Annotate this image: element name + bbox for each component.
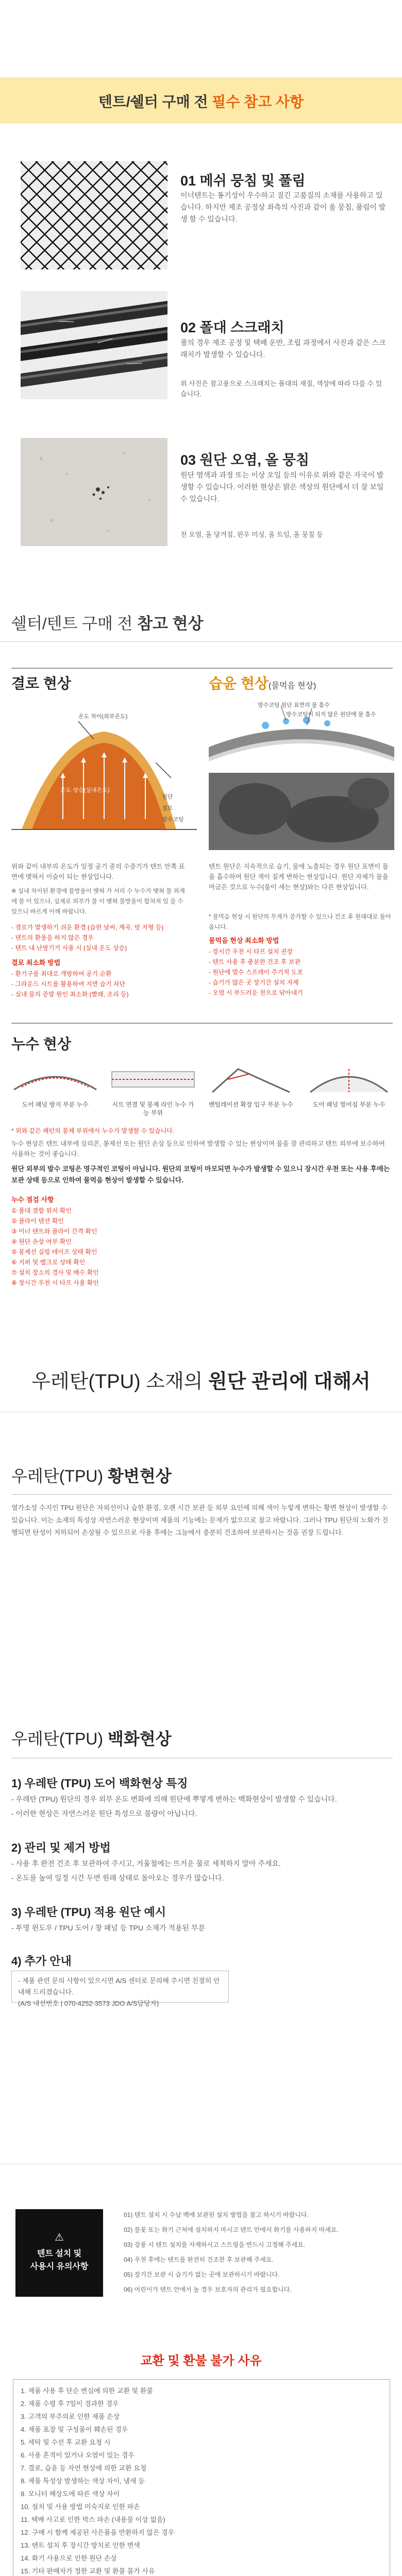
item-02-note: 위 사진은 참고용으로 스크래치는 폴대의 재질, 색상에 따라 다를 수 있습니다. — [180, 380, 382, 398]
condensation-causes — [11, 922, 187, 953]
wetting-photo — [209, 773, 394, 850]
caution-item: 06) 어린이가 텐트 안에서 놀 경우 보호자의 관리가 필요합니다. — [124, 2286, 292, 2293]
method-item: - 텐트 사용 후 충분한 건조 후 보관 — [209, 958, 301, 965]
exchange-list — [21, 2384, 381, 2576]
mesh-image — [21, 161, 167, 269]
condensation-title: 결로 현상 — [11, 675, 71, 691]
label-condensation: 결로 — [162, 805, 173, 811]
point-line: - 우레탄 (TPU) 원단의 경우 외부 온도 변화에 의해 원단에 뿌옇게 변하는 백화현상이 발생할 수 있습니다. — [11, 1795, 337, 1803]
method-item: - 환기구를 최대로 개방하여 공기 순환 — [11, 970, 112, 977]
check-item: ② 플라이 텐션 확인 — [11, 1217, 64, 1225]
method-item: - 실내 물의 증발 원인 최소화 (빨래, 조리 등) — [11, 991, 129, 998]
cause-item: - 결로가 발생하기 쉬운 환경 (습한 날씨, 계곡, 빗 지형 등) — [11, 924, 164, 931]
caution-item: 01) 텐트 설치 시 수납 백에 보관된 설치 방법을 참고 하시기 바랍니다. — [124, 2211, 309, 2218]
check-item: ⑥ 지퍼 및 벨크로 상태 확인 — [11, 1259, 86, 1266]
contact-text: - 제품 관련 문의 사항이 있으시면 A/S 센터로 문의해 주시면 친절히 안내해 드리겠습니다. (A/S 내선번호 | 070-4252-3573 JDO A/S담당자) — [18, 1977, 220, 2007]
exchange-item: 10. 설치 및 사용 방법 미숙지로 인한 파손 — [21, 2503, 140, 2511]
exchange-item: 5. 세탁 및 수선 후 교환 요청 시 — [21, 2438, 111, 2446]
whitening-point-2-title: 2) 관리 및 제거 방법 — [11, 1841, 111, 1854]
point-line: - 이러한 현상은 자연스러운 원단 특성으로 불량이 아닙니다. — [11, 1809, 197, 1818]
condensation-desc: 위와 같이 내부의 온도가 일정 공기 중의 수증기가 텐트 안쪽 표면에 맺혀서 이슬이 되는 현상입니다. — [11, 863, 185, 880]
wetting-diagram — [209, 701, 394, 768]
leak-desc: 누수 현상은 텐트 내부에 실리콘, 봉제선 또는 원단 손상 등으로 인하여 발생할 수 있는 현상이며 물을 잘 관리하고 텐트 외부에 보수하여 사용하는 것이 좋습니다. — [11, 1140, 385, 1158]
label-water-coating: 방수코팅 — [162, 817, 184, 823]
check-item: ⑦ 설치 장소의 경사 및 배수 확인 — [11, 1269, 99, 1276]
item-03-desc: 원단 염색과 과정 또는 이상 오일 등의 이유로 위와 같은 자국이 발생할 수 있습니다. 이러한 현상은 밝은 색상의 원단에서 더 잘 보일 수 있습니다. — [180, 471, 384, 503]
exchange-item: 3. 고객의 부주의로 인한 제품 손상 — [21, 2413, 120, 2420]
item-02-desc: 폴의 경우 제조 공정 및 택배 운반, 조립 과정에서 사진과 같은 스크래치가 발생할 수 있습니다. — [180, 338, 386, 359]
leak-diagrams — [11, 1061, 393, 1118]
exchange-item: 8. 제품 특성상 발생하는 색상 차이, 냄새 등 — [21, 2477, 145, 2485]
contact-box — [11, 1971, 229, 2007]
cause-item: - 텐트의 환풍을 하지 않은 경우 — [11, 934, 94, 941]
whitening-point-3-lines — [11, 1921, 393, 1935]
badge-line-2: 사용시 유의사항 — [30, 2262, 89, 2271]
divider — [11, 1494, 393, 1495]
leak-desc2: 원단 외부의 발수 코팅은 영구적인 코팅이 아닙니다. 원단의 코팅이 마모되면 누수가 발생할 수 있으니 장시간 우천 또는 사용 후에는 보관 상태 등으로 인하여 물먹음 현상이 발생할 수 있습니다. — [11, 1165, 390, 1184]
pole-scratch-image — [21, 291, 167, 399]
divider — [11, 668, 393, 669]
item-03-title: 03 원단 오염, 올 뭉침 — [180, 452, 310, 468]
label-outside-temp: 온도 차이(외부온도) — [78, 714, 128, 720]
tpu-heading: 우레탄(TPU) 소재의 원단 관리에 대해서 — [31, 1371, 371, 1393]
item-01-desc: 이너텐트는 통기성이 우수하고 질긴 고품질의 소재를 사용하고 있습니다. 하지만 제조 공정상 좌측의 사진과 같이 올 뭉침, 풀림이 발생 할 수 있습니다. — [180, 191, 386, 223]
condensation-method-title: 결로 최소화 방법 — [11, 959, 61, 967]
exchange-item: 15. 기타 판매자가 정한 교환 및 환불 불가 사유 — [21, 2567, 155, 2575]
leak-caption-1: 도어 패널 방지 부분 누수 — [22, 1101, 89, 1108]
wetting-method-title: 물먹음 현상 최소화 방법 — [209, 937, 279, 944]
caution-item: 05) 장기간 보관 시 습기가 없는 곳에 보관하시기 바랍니다. — [124, 2271, 280, 2278]
page-title: 텐트/쉘터 구매 전 필수 참고 사항 — [98, 94, 304, 110]
exchange-item: 6. 사용 흔적이 있거나 오염이 있는 경우 — [21, 2451, 135, 2459]
leak-caption-2: 시트 연결 및 봉제 라인 누수 가능 부위 — [112, 1101, 194, 1116]
check-item: ⑧ 장시간 우천 시 타프 사용 확인 — [11, 1279, 99, 1286]
condensation-note: ※ 실내 차이된 환경에 물방울이 맺혀 가 서리 수 누수가 맺혀 물 외계에 물 이 있으나, 실제로 외부가 물 이 맺혀 물방울이 합쳐져 있 을 수 있으니 바르게 이해 바랍니다. — [11, 888, 185, 915]
point-line: - 온도를 높여 일정 시간 두면 원래 상태로 돌아오는 경우가 많습니다. — [11, 1874, 224, 1882]
whitening-point-3-title: 3) 우레탄 (TPU) 적용 원단 예시 — [11, 1906, 166, 1919]
exchange-item: 4. 제품 포장 및 구성품이 훼손된 경우 — [21, 2426, 128, 2433]
leak-caption-3: 벤틸레이션 확장 입구 부분 누수 — [208, 1101, 294, 1108]
exchange-item: 7. 결로, 습윤 등 자연 현상에 의한 교환 요청 — [21, 2464, 147, 2472]
leak-checks — [11, 1206, 393, 1288]
badge-icon: ⚠ — [55, 2232, 64, 2243]
leak-caption-4: 도어 패널 벌어짐 부분 누수 — [312, 1101, 386, 1108]
caution-item: 04) 우천 후에는 텐트를 완전히 건조한 후 보관해 주세요. — [124, 2256, 274, 2263]
yellowing-desc: 열가소성 수지인 TPU 원단은 자외선이나 습한 환경, 오랜 시간 보관 등 외부 요인에 의해 색이 누렇게 변하는 황변 현상이 발생할 수 있습니다. 이는 소재의 특성상 자연스러운 현상이며 제품의 기능에는 문제가 없으므로 참고 바랍니다. 그러나 TPU 원단의 노화가 진행되면 탄성이 저하되어 손상될 수 있으므로 사용 후에는 그늘에서 충분히 건조하여 보관하시는 것을 권장 드립니다. — [11, 1504, 389, 1536]
method-item: - 장시간 우천 시 타프 설치 권장 — [209, 948, 293, 955]
divider — [11, 1023, 393, 1024]
whitening-point-4-title: 4) 추가 안내 — [11, 1955, 72, 1968]
check-item: ⑤ 봉제선 실링 테이프 상태 확인 — [11, 1248, 97, 1256]
check-item: ④ 원단 손상 여부 확인 — [11, 1238, 72, 1245]
wetting-label-b: 방수코팅이 되지 않은 원단에 물 흡수 — [286, 711, 376, 718]
condensation-diagram — [11, 701, 197, 855]
caution-list — [124, 2208, 392, 2297]
exchange-item: 11. 택배 사고로 인한 박스 파손 (내용물 이상 없음) — [21, 2516, 165, 2523]
wetting-methods — [209, 946, 392, 998]
caution-item: 02) 불꽃 또는 화기 근처에 설치하지 마시고 텐트 안에서 화기를 사용하지 마세요. — [124, 2226, 339, 2233]
wetting-note: * 물먹음 현상 시 원단의 무게가 증가할 수 있으나 건조 후 원래대로 돌아옵니다. — [209, 914, 391, 930]
method-item: - 원단에 발수 스프레이 주기적 도포 — [209, 969, 303, 976]
leak-diagram-1 — [11, 1061, 99, 1097]
cause-item: - 텐트 내 난방기기 사용 시 (실내 온도 상승) — [11, 944, 127, 952]
point-line: - 투명 윈도우 / TPU 도어 / 창 패널 등 TPU 소재가 적용된 부분 — [11, 1924, 205, 1932]
whitening-title: 우레탄(TPU) 백화현상 — [11, 1730, 172, 1748]
item-02-title: 02 폴대 스크래치 — [180, 320, 284, 335]
leak-diagram-3 — [207, 1061, 295, 1097]
exchange-item: 9. 모니터 해상도에 따른 색상 차이 — [21, 2490, 120, 2498]
label-fabric: 원단 — [162, 794, 173, 800]
label-inside-temp: 온도 상승(실내온도) — [60, 787, 110, 793]
whitening-point-1-title: 1) 우레탄 (TPU) 도어 백화현상 특징 — [11, 1777, 188, 1790]
caution-item: 03) 강풍 시 텐트 설치를 자제하시고 스트링을 반드시 고정해 주세요. — [124, 2241, 306, 2248]
wetting-title: 습윤 현상(물먹음 현상) — [209, 675, 316, 691]
leak-title: 누수 현상 — [11, 1036, 71, 1052]
leak-diagram-4 — [305, 1061, 393, 1097]
wetting-label-a: 방수코팅 원단 표면의 물 흡수 — [258, 702, 330, 708]
exchange-item: 1. 제품 사용 후 단순 변심에 의한 교환 및 환불 — [21, 2387, 153, 2395]
yellowing-title: 우레탄(TPU) 황변현상 — [11, 1467, 172, 1485]
whitening-point-1-lines — [11, 1792, 393, 1821]
exchange-item: 13. 텐트 설치 후 장시간 방치로 인한 변색 — [21, 2541, 140, 2549]
exchange-title: 교환 및 환불 불가 사유 — [140, 2354, 262, 2368]
leak-note: * 위와 같은 패턴의 봉제 부위에서 누수가 발생할 수 있습니다. — [11, 1127, 175, 1134]
leak-diagram-2 — [109, 1061, 197, 1097]
condensation-methods — [11, 969, 187, 999]
whitening-point-2-lines — [11, 1856, 393, 1885]
section-reference-title: 쉘터/텐트 구매 전 참고 현상 — [11, 615, 204, 633]
wetting-desc: 텐트 원단은 지속적으로 습기, 물에 노출되는 경우 원단 표면이 물을 흡수하여 원단 색이 짙게 변하는 현상입니다. 원단 자체가 물을 머금은 것으로 누수(물이 새는 현상)와는 다른 현상입니다. — [209, 863, 389, 891]
method-item: - 습기가 많은 곳 장기간 설치 자제 — [209, 979, 299, 986]
exchange-item: 12. 구매 시 함께 제공된 사은품을 반환하지 않은 경우 — [21, 2529, 175, 2536]
item-03-note: 천 오염, 올 당겨짐, 핀우 미싱, 올 트임, 올 뭉침 등 — [180, 531, 323, 538]
divider — [0, 641, 402, 642]
caution-badge — [15, 2209, 103, 2297]
fabric-stain-image — [21, 438, 167, 546]
badge-line-1: 텐트 설치 및 — [37, 2249, 82, 2258]
method-item: - 오염 시 부드러운 천으로 닦아내기 — [209, 989, 303, 996]
exchange-item: 2. 제품 수령 후 7일이 경과한 경우 — [21, 2400, 119, 2408]
check-item: ① 폴대 결합 위치 확인 — [11, 1207, 72, 1214]
exchange-item: 14. 화기 사용으로 인한 원단 손상 — [21, 2554, 117, 2562]
leak-check-title: 누수 점검 사항 — [11, 1196, 54, 1204]
method-item: - 그라운드 시트를 활용하여 지면 습기 차단 — [11, 980, 126, 988]
point-line: - 사용 후 완전 건조 후 보관하여 주시고, 겨울철에는 뜨거운 물로 세척하지 말아 주세요. — [11, 1859, 281, 1868]
item-01-title: 01 메쉬 뭉침 및 풀림 — [180, 173, 306, 189]
check-item: ③ 이너 텐트와 플라이 간격 확인 — [11, 1228, 97, 1235]
